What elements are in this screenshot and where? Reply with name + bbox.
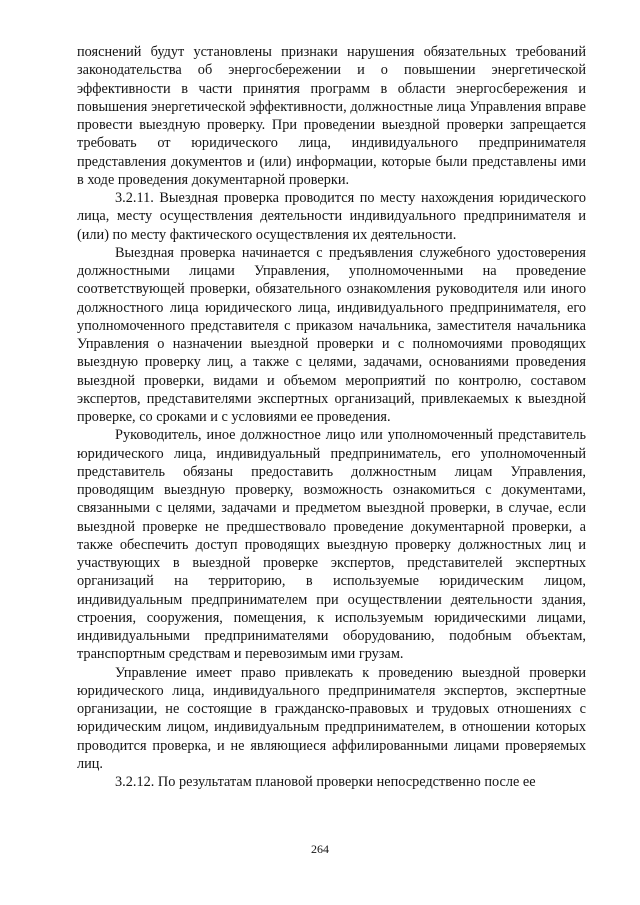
paragraph-2: 3.2.11. Выездная проверка проводится по месту нахождения юридического лица, месту осуществления деятельности индивидуального предпринимателя и (или) по месту фактического осуществления их деятельности.	[77, 190, 586, 243]
document-body	[77, 43, 586, 791]
page-number: 264	[311, 842, 329, 856]
paragraph-1: пояснений будут установлены признаки нарушения обязательных требований законодательства об энергосбережении и о повышении энергетической эффективности в части принятия программ в области энергосбережения и повышения энергетической эффективности, должностные лица Управления вправе провести выездную проверку. При проведении выездной проверки запрещается требовать от юридического лица, индивидуального предпринимателя представления документов и (или) информации, которые были представлены ими в ходе проведения документарной проверки.	[77, 44, 586, 188]
paragraph-3: Выездная проверка начинается с предъявления служебного удостоверения должностными лицами Управления, уполномоченными на проведение соответствующей проверки, обязательного ознакомления руководителя или иного должностного лица юридического лица, индивидуального предпринимателя, его уполномоченного представителя с приказом начальника, заместителя начальника Управления о назначении выездной проверки и с полномочиями проводящих выездную проверку лиц, а также с целями, задачами, основаниями проведения выездной проверки, видами и объемом мероприятий по контролю, составом экспертов, представителями экспертных организаций, привлекаемых к выездной проверке, со сроками и с условиями ее проведения.	[77, 244, 586, 425]
paragraph-6: 3.2.12. По результатам плановой проверки непосредственно после ее	[115, 774, 536, 790]
paragraph-5: Управление имеет право привлекать к проведению выездной проверки юридического лица, индивидуального предпринимателя экспертов, экспертные организации, не состоящие в гражданско-правовых и трудовых отношениях с юридическим лицом, индивидуальным предпринимателем, в отношении которых проводится проверка, и не являющиеся аффилированными лицами проверяемых лиц.	[77, 664, 586, 772]
paragraph-4: Руководитель, иное должностное лицо или уполномоченный представитель юридического лица, индивидуальный предприниматель, его уполномоченный представитель обязаны предоставить должностным лицам Управления, проводящим выездную проверку, возможность ознакомиться с документами, связанными с целями, задачами и предметом выездной проверки, в случае, если выездной проверке не предшествовало проведение документарной проверки, а также обеспечить доступ проводящих выездную проверку должностных лиц и участвующих в выездной проверке экспертов, представителей экспертных организаций на территорию, в используемые юридическим лицом, индивидуальным предпринимателем при осуществлении деятельности здания, строения, сооружения, помещения, к используемым юридическими лицами, индивидуальными предпринимателями оборудованию, подобным объектам, транспортным средствам и перевозимым ими грузам.	[77, 427, 586, 663]
